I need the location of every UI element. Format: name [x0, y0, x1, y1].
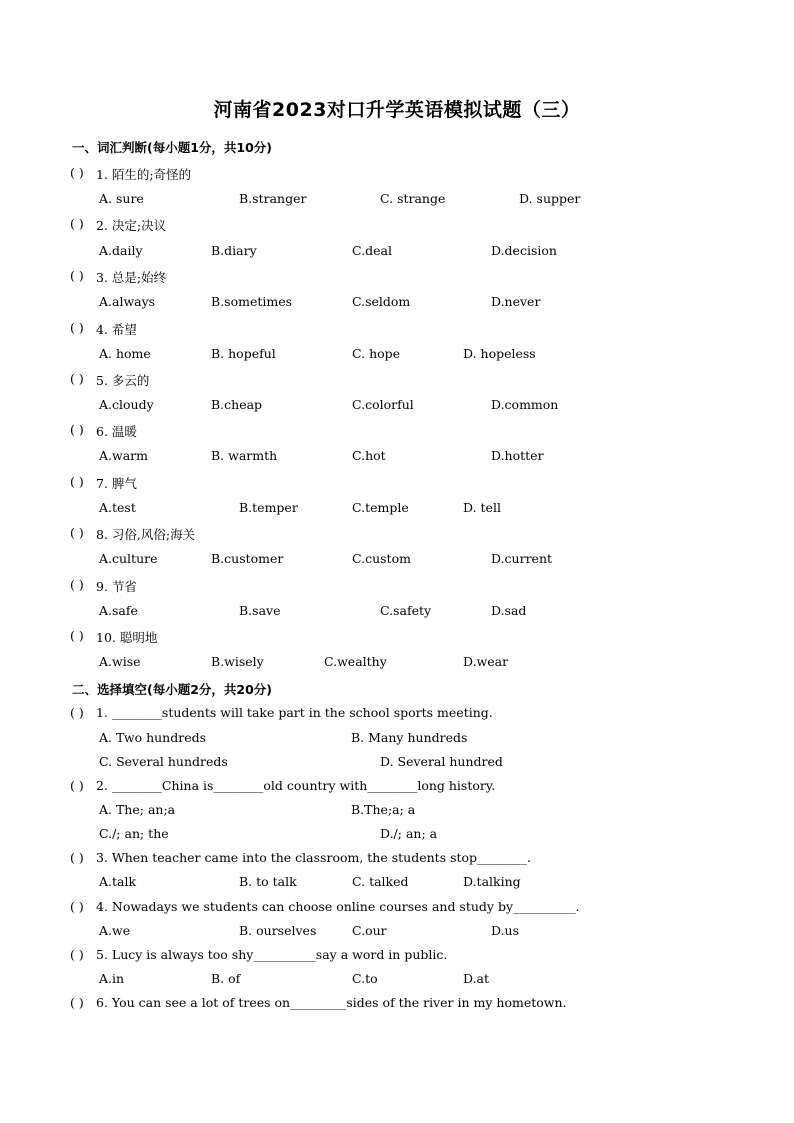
option-b[interactable]: B.diary — [211, 243, 257, 258]
option-d[interactable]: D.wear — [463, 654, 509, 669]
option-c[interactable]: C.seldom — [352, 294, 411, 309]
answer-blank[interactable]: ( ) — [70, 268, 84, 283]
option-c[interactable]: C.our — [352, 923, 387, 938]
option-d[interactable]: D.talking — [463, 874, 521, 889]
option-d[interactable]: D./; an; a — [380, 826, 438, 841]
option-b[interactable]: B.The;a; a — [351, 802, 416, 817]
option-c[interactable]: C.wealthy — [324, 654, 387, 669]
option-a[interactable]: A.safe — [99, 603, 138, 618]
answer-blank[interactable]: ( ) — [70, 165, 84, 180]
question-stem: 9. 节省 — [96, 579, 137, 594]
option-a[interactable]: A.wise — [99, 654, 141, 669]
option-b[interactable]: B. of — [211, 971, 241, 986]
question-stem: 5. Lucy is always too shy__________say a word in public. — [96, 947, 448, 962]
question-stem: 2. ________China is________old country with________long history. — [96, 778, 496, 793]
option-d[interactable]: D.current — [491, 551, 553, 566]
option-b[interactable]: B. Many hundreds — [351, 730, 468, 745]
answer-blank[interactable]: ( ) — [70, 474, 84, 489]
option-d[interactable]: D.us — [491, 923, 520, 938]
option-a[interactable]: A.daily — [99, 243, 143, 258]
option-a[interactable]: A. Two hundreds — [99, 730, 207, 745]
option-c[interactable]: C.safety — [380, 603, 432, 618]
option-b[interactable]: B.stranger — [239, 191, 307, 206]
option-a[interactable]: A.cloudy — [99, 397, 154, 412]
question-stem: 7. 脾气 — [96, 476, 137, 491]
option-b[interactable]: B.cheap — [211, 397, 263, 412]
answer-blank[interactable]: ( ) — [70, 525, 84, 540]
option-c[interactable]: C.hot — [352, 448, 386, 463]
option-a[interactable]: A.warm — [99, 448, 148, 463]
option-d[interactable]: D.never — [491, 294, 541, 309]
option-b[interactable]: B.sometimes — [211, 294, 293, 309]
question-stem: 10. 聪明地 — [96, 630, 158, 645]
answer-blank[interactable]: ( ) — [70, 422, 84, 437]
option-d[interactable]: D.hotter — [491, 448, 544, 463]
question-stem: 6. 温暖 — [96, 424, 137, 439]
option-b[interactable]: B.save — [239, 603, 281, 618]
answer-blank[interactable]: ( ) — [70, 320, 84, 335]
option-b[interactable]: B. to talk — [239, 874, 297, 889]
question-stem: 6. You can see a lot of trees on_________sides of the river in my hometown. — [96, 995, 567, 1010]
answer-blank[interactable]: ( ) — [70, 850, 84, 865]
option-c[interactable]: C./; an; the — [99, 826, 169, 841]
answer-blank[interactable]: ( ) — [70, 371, 84, 386]
option-d[interactable]: D. supper — [519, 191, 581, 206]
question-stem: 3. When teacher came into the classroom, the students stop________. — [96, 850, 532, 865]
option-c[interactable]: C. Several hundreds — [99, 754, 228, 769]
answer-blank[interactable]: ( ) — [70, 216, 84, 231]
option-c[interactable]: C. hope — [352, 346, 401, 361]
option-a[interactable]: A.we — [99, 923, 131, 938]
option-b[interactable]: B.temper — [239, 500, 298, 515]
option-c[interactable]: C.to — [352, 971, 378, 986]
option-d[interactable]: D. tell — [463, 500, 501, 515]
option-c[interactable]: C.temple — [352, 500, 409, 515]
option-c[interactable]: C.deal — [352, 243, 392, 258]
option-a[interactable]: A. sure — [99, 191, 144, 206]
option-a[interactable]: A.talk — [99, 874, 137, 889]
option-a[interactable]: A.test — [99, 500, 136, 515]
answer-blank[interactable]: ( ) — [70, 705, 84, 720]
answer-blank[interactable]: ( ) — [70, 995, 84, 1010]
section-2-heading: 二、选择填空(每小题2分，共20分) — [72, 682, 273, 697]
option-d[interactable]: D.sad — [491, 603, 527, 618]
option-d[interactable]: D. hopeless — [463, 346, 536, 361]
option-b[interactable]: B.wisely — [211, 654, 264, 669]
question-stem: 4. Nowadays we students can choose online courses and study by__________. — [96, 899, 580, 914]
section-1-heading: 一、词汇判断(每小题1分，共10分) — [72, 140, 273, 155]
option-c[interactable]: C.custom — [352, 551, 411, 566]
answer-blank[interactable]: ( ) — [70, 778, 84, 793]
option-b[interactable]: B. warmth — [211, 448, 278, 463]
question-stem: 3. 总是;始终 — [96, 270, 167, 285]
option-d[interactable]: D.common — [491, 397, 559, 412]
option-c[interactable]: C. talked — [352, 874, 409, 889]
question-stem: 1. 陌生的;奇怪的 — [96, 167, 192, 182]
option-b[interactable]: B.customer — [211, 551, 284, 566]
answer-blank[interactable]: ( ) — [70, 628, 84, 643]
option-b[interactable]: B. hopeful — [211, 346, 276, 361]
question-stem: 5. 多云的 — [96, 373, 150, 388]
question-stem: 1. ________students will take part in the school sports meeting. — [96, 705, 493, 720]
option-c[interactable]: C. strange — [380, 191, 446, 206]
option-a[interactable]: A. home — [99, 346, 151, 361]
question-stem: 4. 希望 — [96, 322, 137, 337]
answer-blank[interactable]: ( ) — [70, 899, 84, 914]
option-a[interactable]: A.in — [99, 971, 125, 986]
option-a[interactable]: A.always — [99, 294, 156, 309]
option-d[interactable]: D.decision — [491, 243, 557, 258]
answer-blank[interactable]: ( ) — [70, 577, 84, 592]
question-stem: 2. 决定;决议 — [96, 218, 167, 233]
question-stem: 8. 习俗,风俗;海关 — [96, 527, 196, 542]
option-a[interactable]: A. The; an;a — [99, 802, 176, 817]
option-b[interactable]: B. ourselves — [239, 923, 317, 938]
page-title: 河南省2023对口升学英语模拟试题（三） — [213, 99, 581, 121]
option-a[interactable]: A.culture — [99, 551, 158, 566]
answer-blank[interactable]: ( ) — [70, 947, 84, 962]
option-c[interactable]: C.colorful — [352, 397, 414, 412]
option-d[interactable]: D. Several hundred — [380, 754, 503, 769]
option-d[interactable]: D.at — [463, 971, 490, 986]
